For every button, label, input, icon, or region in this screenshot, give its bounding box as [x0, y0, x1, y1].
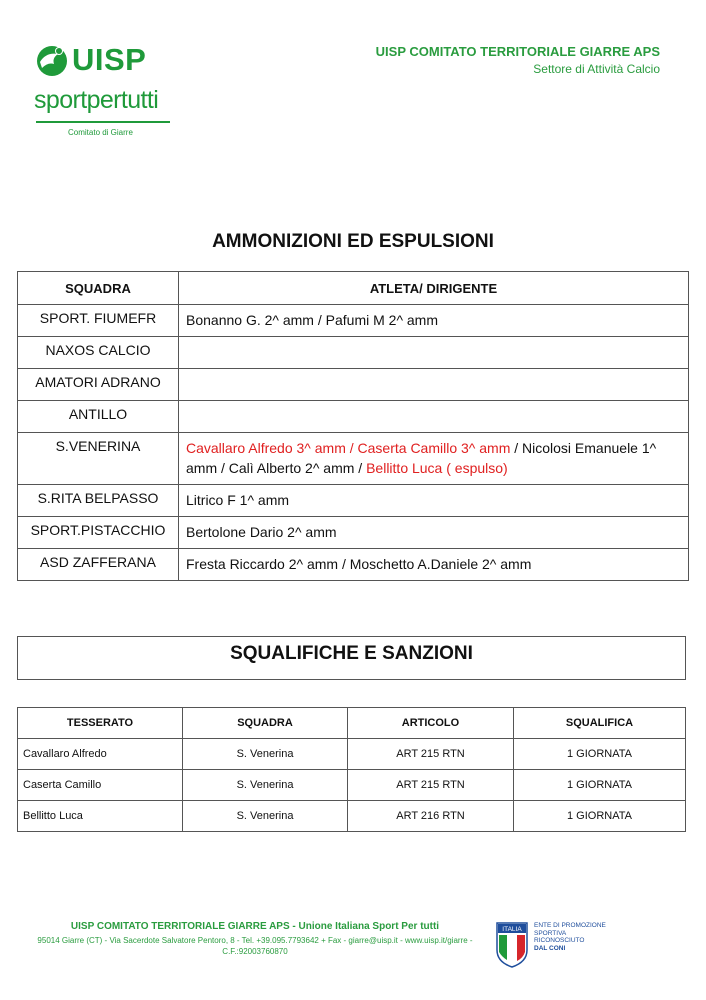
table-row	[18, 485, 689, 517]
col-header-articolo: ARTICOLO	[348, 708, 514, 739]
cell-articolo: ART 216 RTN	[348, 801, 514, 832]
coni-line: DAL CONI	[534, 944, 566, 952]
org-sector: Settore di Attività Calcio	[533, 62, 660, 76]
highlighted-sanction-text: Cavallaro Alfredo 3^ amm / Caserta Camillo 3^ amm	[186, 440, 511, 456]
logo-underline	[36, 121, 170, 123]
footer-address: 95014 Giarre (CT) - Via Sacerdote Salvatore Pentoro, 8 - Tel. +39.095.7793642 + Fax - giarre@uisp.it - www.uisp.it/giarre -	[37, 936, 473, 945]
coni-line: SPORTIVA	[534, 929, 567, 937]
coni-line: RICONOSCIUTO	[534, 937, 585, 944]
table-row	[18, 337, 689, 369]
sanction-text: Bonanno G. 2^ amm / Pafumi M 2^ amm	[186, 312, 439, 328]
footer-fiscal-code: C.F.:92003760870	[222, 947, 288, 956]
coni-badge	[496, 922, 616, 970]
squalifiche-table	[17, 707, 686, 832]
cell-squadra: ANTILLO	[18, 401, 179, 433]
cell-squadra: S. Venerina	[183, 801, 348, 832]
section-title-box	[17, 636, 686, 680]
col-header-squadra: SQUADRA	[18, 272, 179, 305]
section-title-ammonizioni: AMMONIZIONI ED ESPULSIONI	[212, 231, 494, 252]
cell-squadra: AMATORI ADRANO	[18, 369, 179, 401]
cell-atleta	[179, 549, 689, 581]
col-header-tesserato: TESSERATO	[18, 708, 183, 739]
cell-squalifica: 1 GIORNATA	[514, 801, 686, 832]
cell-squadra: ASD ZAFFERANA	[18, 549, 179, 581]
cell-atleta	[179, 305, 689, 337]
cell-tesserato: Bellitto Luca	[18, 801, 183, 832]
table-row	[18, 739, 686, 770]
cell-atleta	[179, 337, 689, 369]
cell-articolo: ART 215 RTN	[348, 770, 514, 801]
sanction-text: Litrico F 1^ amm	[186, 492, 290, 508]
sanction-text: / Nicolosi Emanuele 1^ amm / Calì Alberto 2^ amm /	[186, 440, 657, 476]
logo-sub-text: sportpertutti	[34, 86, 159, 114]
cell-squalifica: 1 GIORNATA	[514, 770, 686, 801]
header-org	[376, 44, 660, 76]
cell-squadra: S.RITA BELPASSO	[18, 485, 179, 517]
table-row	[18, 305, 689, 337]
table-row	[18, 770, 686, 801]
cell-squalifica: 1 GIORNATA	[514, 739, 686, 770]
table-row	[18, 369, 689, 401]
cell-squadra: SPORT.PISTACCHIO	[18, 517, 179, 549]
cell-squadra: SPORT. FIUMEFR	[18, 305, 179, 337]
cell-squadra: S.VENERINA	[18, 433, 179, 485]
logo-committee-text: Comitato di Giarre	[68, 128, 133, 137]
sanction-text: Fresta Riccardo 2^ amm / Moschetto A.Daniele 2^ amm	[186, 556, 532, 572]
coni-line: ENTE DI PROMOZIONE	[534, 922, 606, 929]
italia-shield-icon	[496, 922, 528, 968]
logo-main-text: UISP	[72, 42, 147, 77]
footer	[30, 921, 480, 957]
ammonizioni-table	[17, 271, 689, 581]
col-header-atleta: ATLETA/ DIRIGENTE	[179, 272, 689, 305]
table-row	[18, 517, 689, 549]
cell-atleta	[179, 485, 689, 517]
table-row	[18, 801, 686, 832]
cell-tesserato: Caserta Camillo	[18, 770, 183, 801]
col-header-squadra: SQUADRA	[183, 708, 348, 739]
cell-atleta	[179, 517, 689, 549]
org-name: UISP COMITATO TERRITORIALE GIARRE APS	[375, 44, 660, 59]
table-row	[18, 401, 689, 433]
cell-atleta	[179, 433, 689, 485]
cell-tesserato: Cavallaro Alfredo	[18, 739, 183, 770]
table-row	[18, 433, 689, 485]
cell-atleta	[179, 369, 689, 401]
sanction-text: Bertolone Dario 2^ amm	[186, 524, 337, 540]
coni-text	[534, 922, 606, 952]
table-row	[18, 549, 689, 581]
uisp-runner-icon	[32, 42, 70, 80]
highlighted-sanction-text: Bellitto Luca ( espulso)	[366, 460, 508, 476]
cell-squadra: NAXOS CALCIO	[18, 337, 179, 369]
uisp-logo	[32, 40, 182, 137]
col-header-squalifica: SQUALIFICA	[514, 708, 686, 739]
cell-squadra: S. Venerina	[183, 739, 348, 770]
cell-articolo: ART 215 RTN	[348, 739, 514, 770]
cell-atleta	[179, 401, 689, 433]
shield-label: ITALIA	[502, 926, 522, 933]
section-title-squalifiche: SQUALIFICHE E SANZIONI	[230, 643, 473, 664]
cell-squadra: S. Venerina	[183, 770, 348, 801]
footer-title: UISP COMITATO TERRITORIALE GIARRE APS - Unione Italiana Sport Per tutti	[70, 921, 440, 932]
